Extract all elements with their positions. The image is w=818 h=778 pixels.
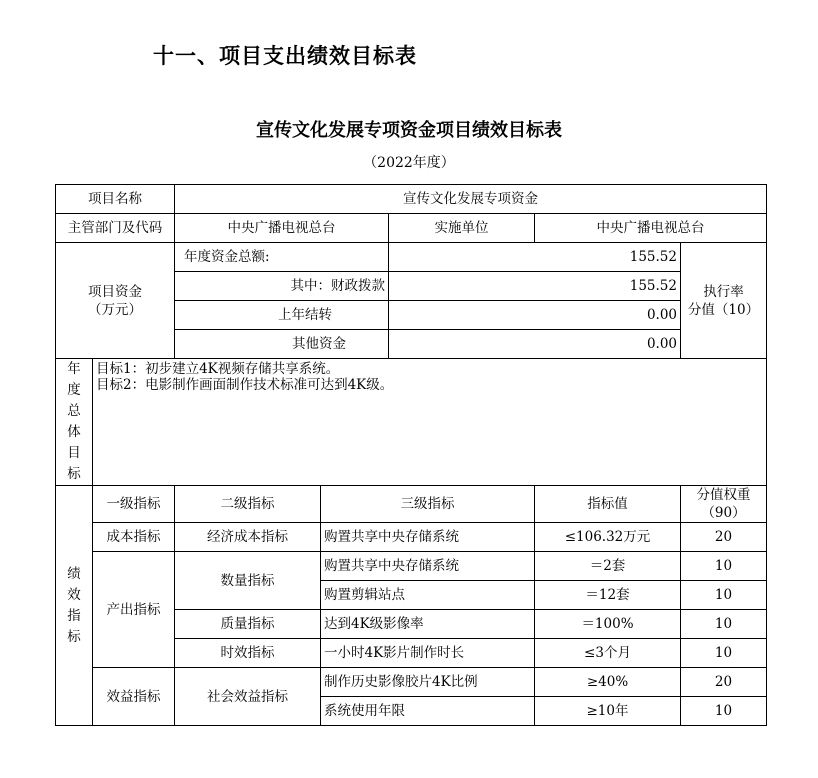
indicator-item: 购置剪辑站点 [321, 581, 535, 610]
funds-other-value: 0.00 [389, 330, 681, 359]
indicator-score: 10 [681, 610, 767, 639]
indicator-value: ≤3个月 [535, 639, 681, 668]
indicator-score: 20 [681, 523, 767, 552]
output-indicator: 产出指标 [93, 552, 175, 668]
indicator-value: ≥40% [535, 668, 681, 697]
indicator-item: 系统使用年限 [321, 697, 535, 726]
indicator-value: ≥10年 [535, 697, 681, 726]
indicator-value: ＝2套 [535, 552, 681, 581]
quantity-indicator: 数量指标 [175, 552, 321, 610]
table-title: 宣传文化发展专项资金项目绩效目标表 [256, 120, 562, 141]
annual-goals-row [56, 359, 767, 486]
funds-fiscal-label: 其中：财政拨款 [175, 272, 389, 301]
perf-header-level2: 二级指标 [175, 486, 321, 523]
indicator-item: 购置共享中央存储系统 [321, 523, 535, 552]
indicator-score: 20 [681, 668, 767, 697]
funds-total-label: 年度资金总额: [175, 243, 389, 272]
funds-total-value: 155.52 [389, 243, 681, 272]
perf-header-weight: 分值权重 （90） [681, 486, 767, 523]
perf-label: 绩 效 指 标 [56, 486, 93, 726]
quality-indicator: 质量指标 [175, 610, 321, 639]
indicator-score: 10 [681, 581, 767, 610]
annual-goals-text: 目标1：初步建立4K视频存储共享系统。 目标2：电影制作画面制作技术标准可达到4K级。 [93, 359, 767, 486]
project-name-label: 项目名称 [56, 185, 175, 214]
indicator-score: 10 [681, 697, 767, 726]
section-heading: 十一、项目支出绩效目标表 [153, 44, 417, 68]
perf-header-value: 指标值 [535, 486, 681, 523]
indicator-score: 10 [681, 639, 767, 668]
dept-label: 主管部门及代码 [56, 214, 175, 243]
perf-header-level3: 三级指标 [321, 486, 535, 523]
indicator-item: 一小时4K影片制作时长 [321, 639, 535, 668]
performance-target-table [55, 184, 767, 726]
indicator-item: 购置共享中央存储系统 [321, 552, 535, 581]
cost-indicator: 成本指标 [93, 523, 175, 552]
indicator-item: 达到4K级影像率 [321, 610, 535, 639]
perf-header-level1: 一级指标 [93, 486, 175, 523]
dept-value: 中央广播电视总台 [175, 214, 389, 243]
funds-label: 项目资金 （万元） [56, 243, 175, 359]
indicator-value: ≤106.32万元 [535, 523, 681, 552]
indicator-value: ＝12套 [535, 581, 681, 610]
table-row [56, 523, 767, 552]
table-row [56, 552, 767, 581]
table-row [56, 668, 767, 697]
department-row [56, 214, 767, 243]
exec-rate-label: 执行率 分值（10） [681, 243, 767, 359]
indicator-score: 10 [681, 552, 767, 581]
funds-carryover-label: 上年结转 [175, 301, 389, 330]
project-name-row [56, 185, 767, 214]
indicator-value: ＝100% [535, 610, 681, 639]
indicator-item: 制作历史影像胶片4K比例 [321, 668, 535, 697]
benefit-indicator: 效益指标 [93, 668, 175, 726]
social-benefit-indicator: 社会效益指标 [175, 668, 321, 726]
project-name-value: 宣传文化发展专项资金 [175, 185, 767, 214]
funds-fiscal-value: 155.52 [389, 272, 681, 301]
econ-cost-indicator: 经济成本指标 [175, 523, 321, 552]
annual-goals-label: 年 度 总 体 目 标 [56, 359, 93, 486]
timeliness-indicator: 时效指标 [175, 639, 321, 668]
funds-other-label: 其他资金 [175, 330, 389, 359]
table-year: （2022年度） [363, 155, 455, 171]
perf-header-row [56, 486, 767, 523]
funds-carryover-value: 0.00 [389, 301, 681, 330]
impl-label: 实施单位 [389, 214, 535, 243]
funds-total-row [56, 243, 767, 272]
impl-value: 中央广播电视总台 [535, 214, 767, 243]
